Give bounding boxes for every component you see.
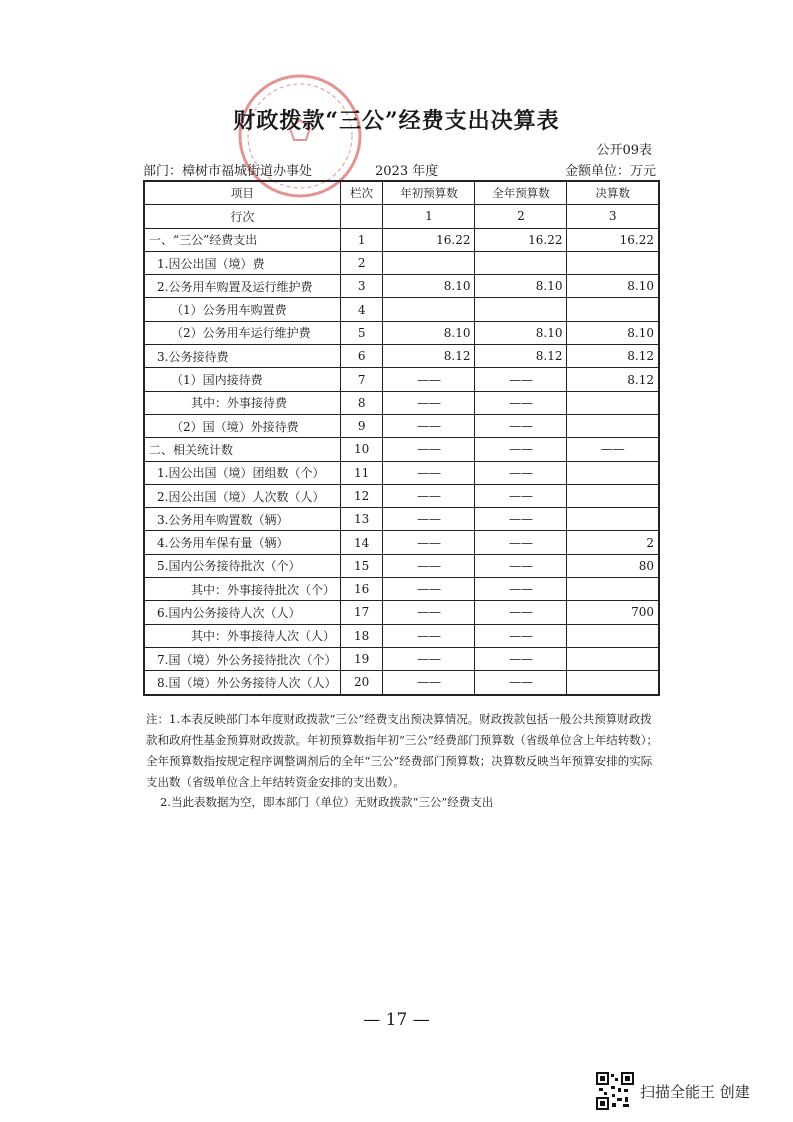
unit-label: 金额单位：万元 (564, 164, 656, 179)
row-final-accounts: 8.10 (567, 275, 659, 298)
header-full-year-budget: 全年预算数 (475, 181, 567, 205)
row-initial-budget: —— (383, 601, 475, 624)
row-initial-budget: —— (383, 484, 475, 507)
row-item-label: 其中：外事接待人次（人） (144, 624, 340, 647)
sequence-col-3: 3 (567, 205, 659, 228)
row-item-label: 2.因公出国（境）人次数（人） (144, 484, 340, 507)
row-item-label: 其中：外事接待批次（个） (144, 578, 340, 601)
row-full-year-budget: 8.10 (475, 275, 567, 298)
row-initial-budget: —— (383, 391, 475, 414)
row-initial-budget: —— (383, 368, 475, 391)
row-column-no: 17 (340, 601, 383, 624)
department-label: 部门：樟树市福城街道办事处 (143, 164, 313, 179)
table-row (144, 414, 659, 437)
row-item-label: 其中：外事接待费 (144, 391, 340, 414)
row-initial-budget: —— (383, 671, 475, 695)
row-item-label: 1.因公出国（境）团组数（个） (144, 461, 340, 484)
row-column-no: 9 (340, 414, 383, 437)
row-final-accounts: 8.12 (567, 345, 659, 368)
row-column-no: 15 (340, 554, 383, 577)
header-initial-budget: 年初预算数 (383, 181, 475, 205)
row-column-no: 1 (340, 228, 383, 251)
table-row (144, 438, 659, 461)
row-column-no: 3 (340, 275, 383, 298)
row-column-no: 8 (340, 391, 383, 414)
row-final-accounts (567, 298, 659, 321)
row-final-accounts: 700 (567, 601, 659, 624)
row-initial-budget: —— (383, 461, 475, 484)
table-row (144, 345, 659, 368)
row-item-label: 2.公务用车购置及运行维护费 (144, 275, 340, 298)
row-initial-budget: —— (383, 554, 475, 577)
row-full-year-budget: —— (475, 508, 567, 531)
table-note-2: 2.当此表数据为空，即本部门（单位）无财政拨款“三公”经费支出 (160, 795, 494, 809)
row-final-accounts (567, 414, 659, 437)
row-full-year-budget: —— (475, 438, 567, 461)
row-item-label: 3.公务接待费 (144, 345, 340, 368)
sequence-col-2: 2 (475, 205, 567, 228)
table-row (144, 321, 659, 344)
row-full-year-budget: —— (475, 624, 567, 647)
row-final-accounts (567, 461, 659, 484)
table-row (144, 624, 659, 647)
header-final-accounts: 决算数 (567, 181, 659, 205)
row-column-no: 19 (340, 647, 383, 670)
row-initial-budget: 8.12 (383, 345, 475, 368)
sequence-col-1: 1 (383, 205, 475, 228)
table-row (144, 228, 659, 251)
row-column-no: 13 (340, 508, 383, 531)
sequence-row (144, 205, 659, 228)
row-full-year-budget: —— (475, 531, 567, 554)
table-row (144, 251, 659, 274)
document-title: 财政拨款“三公”经费支出决算表 (233, 108, 560, 134)
row-column-no: 2 (340, 251, 383, 274)
row-column-no: 20 (340, 671, 383, 695)
row-initial-budget: 8.10 (383, 275, 475, 298)
row-full-year-budget: 8.10 (475, 321, 567, 344)
row-column-no: 4 (340, 298, 383, 321)
row-item-label: 二、相关统计数 (144, 438, 340, 461)
row-column-no: 5 (340, 321, 383, 344)
row-full-year-budget: —— (475, 671, 567, 695)
row-initial-budget: —— (383, 578, 475, 601)
row-final-accounts (567, 578, 659, 601)
row-column-no: 10 (340, 438, 383, 461)
header-item: 项目 (144, 181, 340, 205)
row-full-year-budget: —— (475, 647, 567, 670)
table-row (144, 298, 659, 321)
table-row (144, 531, 659, 554)
form-code: 公开09表 (596, 143, 652, 158)
row-final-accounts (567, 508, 659, 531)
row-initial-budget: —— (383, 624, 475, 647)
table-row (144, 484, 659, 507)
row-initial-budget (383, 298, 475, 321)
table-row (144, 391, 659, 414)
year-label: 2023 年度 (375, 164, 439, 179)
meta-row (143, 160, 656, 178)
table-row (144, 368, 659, 391)
row-initial-budget (383, 251, 475, 274)
row-item-label: 8.国（境）外公务接待人次（人） (144, 671, 340, 695)
row-final-accounts (567, 624, 659, 647)
table-row (144, 647, 659, 670)
row-full-year-budget: —— (475, 601, 567, 624)
row-full-year-budget (475, 298, 567, 321)
row-final-accounts (567, 251, 659, 274)
row-full-year-budget: —— (475, 368, 567, 391)
row-item-label: 4.公务用车保有量（辆） (144, 531, 340, 554)
sequence-blank (340, 205, 383, 228)
qr-code-icon (596, 1072, 634, 1110)
row-column-no: 11 (340, 461, 383, 484)
row-full-year-budget (475, 251, 567, 274)
row-column-no: 18 (340, 624, 383, 647)
table-notes: 注：1.本表反映部门本年度财政拨款“三公”经费支出预决算情况。财政拨款包括一般公共预算财政拨款和政府性基金预算财政拨款。年初预算数指年初“三公”经费部门预算数（省级单位含上年结转数）；全年预算数指按规定程序调整调剂后的全年“三公”经费部门预算数；决算数反映当年预算安排的实际支出数（省级单位含上年结转资金安排的支出数）。 (146, 712, 659, 789)
expenditure-table (143, 180, 660, 696)
row-full-year-budget: —— (475, 554, 567, 577)
row-column-no: 16 (340, 578, 383, 601)
row-full-year-budget: —— (475, 414, 567, 437)
row-full-year-budget: —— (475, 578, 567, 601)
row-full-year-budget: —— (475, 461, 567, 484)
row-column-no: 12 (340, 484, 383, 507)
row-item-label: 1.因公出国（境）费 (144, 251, 340, 274)
scanner-watermark (596, 1072, 786, 1112)
row-final-accounts (567, 484, 659, 507)
row-final-accounts: 2 (567, 531, 659, 554)
scanner-label: 扫描全能王 创建 (640, 1083, 750, 1101)
row-initial-budget: —— (383, 531, 475, 554)
table-row (144, 461, 659, 484)
row-final-accounts (567, 671, 659, 695)
row-item-label: 6.国内公务接待人次（人） (144, 601, 340, 624)
row-item-label: 5.国内公务接待批次（个） (144, 554, 340, 577)
row-item-label: （2）公务用车运行维护费 (144, 321, 340, 344)
table-body (144, 228, 659, 694)
row-initial-budget: 16.22 (383, 228, 475, 251)
row-column-no: 7 (340, 368, 383, 391)
row-final-accounts: 8.12 (567, 368, 659, 391)
row-final-accounts: 8.10 (567, 321, 659, 344)
table-header-row (144, 181, 659, 205)
table-row (144, 275, 659, 298)
row-item-label: （2）国（境）外接待费 (144, 414, 340, 437)
row-column-no: 14 (340, 531, 383, 554)
row-item-label: 3.公务用车购置数（辆） (144, 508, 340, 531)
page-number: — 17 — (363, 1010, 430, 1030)
row-item-label: 7.国（境）外公务接待批次（个） (144, 647, 340, 670)
row-full-year-budget: —— (475, 484, 567, 507)
row-column-no: 6 (340, 345, 383, 368)
row-item-label: （1）公务用车购置费 (144, 298, 340, 321)
row-initial-budget: —— (383, 508, 475, 531)
row-full-year-budget: 16.22 (475, 228, 567, 251)
table-row (144, 601, 659, 624)
row-final-accounts: —— (567, 438, 659, 461)
header-column-no: 栏次 (340, 181, 383, 205)
table-row (144, 508, 659, 531)
table-row (144, 554, 659, 577)
row-final-accounts (567, 391, 659, 414)
sequence-label: 行次 (144, 205, 340, 228)
table-row (144, 578, 659, 601)
row-item-label: （1）国内接待费 (144, 368, 340, 391)
row-initial-budget: —— (383, 438, 475, 461)
row-initial-budget: 8.10 (383, 321, 475, 344)
row-final-accounts (567, 647, 659, 670)
row-initial-budget: —— (383, 414, 475, 437)
row-full-year-budget: 8.12 (475, 345, 567, 368)
row-initial-budget: —— (383, 647, 475, 670)
table-row (144, 671, 659, 695)
row-item-label: 一、“三公”经费支出 (144, 228, 340, 251)
row-full-year-budget: —— (475, 391, 567, 414)
row-final-accounts: 80 (567, 554, 659, 577)
row-final-accounts: 16.22 (567, 228, 659, 251)
